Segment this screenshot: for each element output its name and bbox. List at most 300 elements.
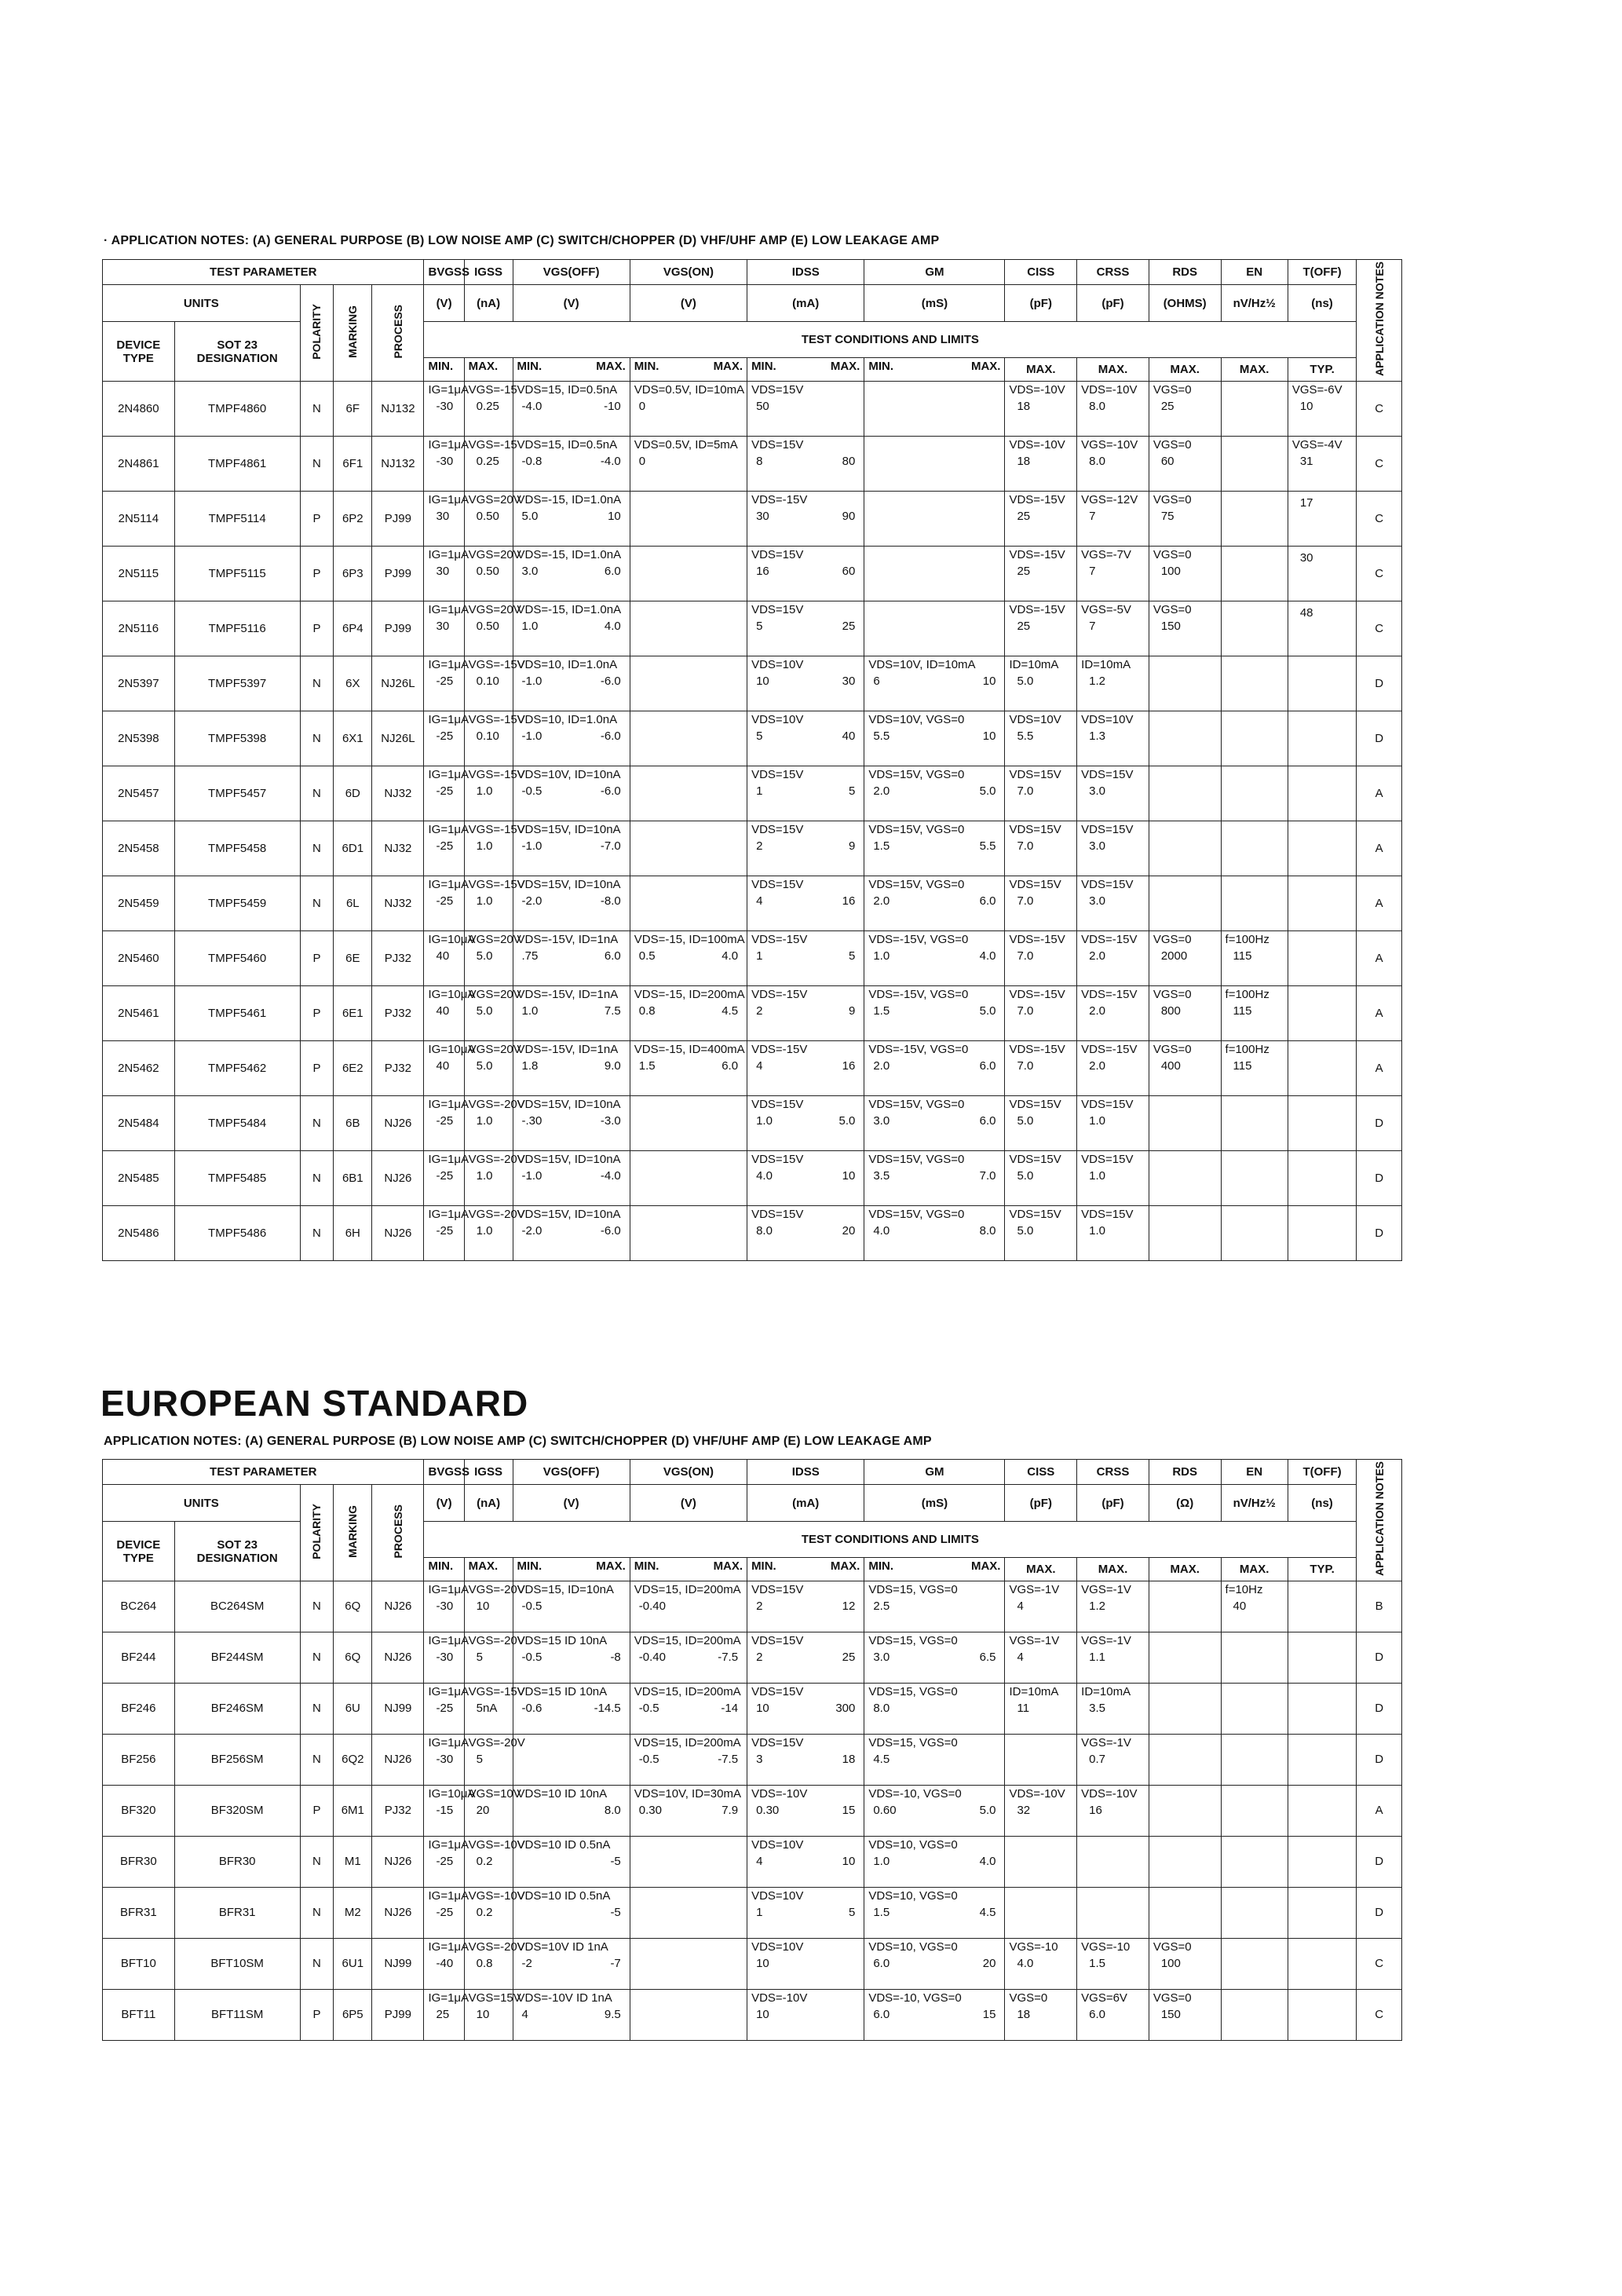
vgsoff-limits xyxy=(517,1906,626,1919)
vgson-condition: VDS=15, ID=200mA xyxy=(634,1633,741,1647)
application-note: D xyxy=(1357,1734,1402,1785)
polarity: N xyxy=(300,1887,334,1938)
vgsoff xyxy=(513,1836,630,1887)
vgsoff-max: 4.0 xyxy=(604,619,621,633)
idss-min: 8 xyxy=(756,454,763,468)
bvgss-value: 40 xyxy=(436,1004,450,1018)
crss-value: 0.7 xyxy=(1089,1752,1106,1766)
device-type: 2N5458 xyxy=(103,821,175,876)
toff-typ-header: TYP. xyxy=(1288,357,1356,381)
gm xyxy=(864,1581,1005,1632)
vgsoff-max: -5 xyxy=(610,1854,621,1868)
crss xyxy=(1077,1632,1149,1683)
vgson xyxy=(630,546,747,601)
igss-value: 5.0 xyxy=(476,1058,493,1073)
idss-condition: VDS=15V xyxy=(751,1684,804,1698)
crss-condition: VGS=-7V xyxy=(1081,547,1131,561)
idss xyxy=(747,821,864,876)
igss xyxy=(464,985,521,1040)
toff xyxy=(1288,546,1356,601)
ciss-value: 7.0 xyxy=(1017,894,1034,908)
idss-condition: VDS=15V xyxy=(751,1152,804,1166)
gm-limits xyxy=(868,1753,1000,1766)
unit-2: (V) xyxy=(513,285,630,322)
vgsoff-condition: VDS=10 ID 0.5nA xyxy=(517,1888,611,1903)
marking: 6B xyxy=(334,1095,372,1150)
ciss xyxy=(1005,601,1077,656)
process: NJ99 xyxy=(372,1683,424,1734)
unit-4: (mA) xyxy=(747,285,864,322)
vgsoff-condition: VDS=-15, ID=1.0nA xyxy=(517,547,622,561)
sot23-designation: BF256SM xyxy=(174,1734,300,1785)
idss xyxy=(747,1632,864,1683)
igss xyxy=(464,601,521,656)
ciss xyxy=(1005,1040,1077,1095)
application-note: D xyxy=(1357,1632,1402,1683)
device-row xyxy=(103,656,1402,711)
idss-min: 4 xyxy=(756,894,763,908)
idss-min: 8.0 xyxy=(756,1223,773,1238)
crss xyxy=(1077,1938,1149,1989)
vgson-min: 0.8 xyxy=(638,1004,656,1018)
vgsoff-condition: VDS=10V ID 1nA xyxy=(517,1940,608,1954)
toff xyxy=(1288,656,1356,711)
gm-condition: VDS=10V, VGS=0 xyxy=(868,712,965,726)
crss-condition: VDS=-15V xyxy=(1081,1042,1138,1056)
vgson-condition: VDS=15, ID=200mA xyxy=(634,1684,741,1698)
en xyxy=(1221,1040,1288,1095)
gm xyxy=(864,985,1005,1040)
vgson-min: -0.40 xyxy=(638,1599,666,1613)
idss-min: 5 xyxy=(756,619,763,633)
idss-condition: VDS=15V xyxy=(751,877,804,891)
bvgss xyxy=(424,436,469,491)
igss xyxy=(464,766,525,821)
gm-condition: VDS=-10, VGS=0 xyxy=(868,1786,962,1801)
bvgss xyxy=(424,381,469,436)
application-note: C xyxy=(1357,546,1402,601)
ciss-condition: VDS=-10V xyxy=(1009,1786,1065,1801)
device-row xyxy=(103,381,1402,436)
ciss-value: 5.0 xyxy=(1017,1168,1034,1183)
bvgss xyxy=(424,1040,476,1095)
gm-min: 1.5 xyxy=(873,839,890,853)
crss xyxy=(1077,766,1149,821)
vgson xyxy=(630,930,747,985)
idss-max: 9 xyxy=(849,1004,856,1018)
application-note: A xyxy=(1357,876,1402,930)
vgsoff-min: -1.0 xyxy=(521,729,542,743)
gm-limits xyxy=(868,1114,1000,1128)
gm-max: 10 xyxy=(982,674,996,688)
toff xyxy=(1288,1150,1356,1205)
rds-condition: VGS=0 xyxy=(1153,382,1192,397)
idss xyxy=(747,1205,864,1260)
gm-condition: VDS=15, VGS=0 xyxy=(868,1735,958,1749)
bvgss xyxy=(424,1150,469,1205)
idss-limits xyxy=(751,1169,860,1183)
en xyxy=(1221,1581,1288,1632)
ciss xyxy=(1005,876,1077,930)
device-type: 2N5398 xyxy=(103,711,175,766)
marking: 6Q xyxy=(334,1581,372,1632)
igss-value: 1.0 xyxy=(476,1113,493,1128)
vgson-max-header: MAX. xyxy=(689,1557,747,1581)
gm-max: 6.5 xyxy=(979,1650,996,1664)
crss-condition: VDS=-10V xyxy=(1081,1786,1138,1801)
gm-min: 6.0 xyxy=(873,2007,890,2021)
polarity: N xyxy=(300,1205,334,1260)
gm-max: 15 xyxy=(982,2007,996,2021)
gm-min: 3.0 xyxy=(873,1650,890,1664)
marking: 6E xyxy=(334,930,372,985)
unit-0: (V) xyxy=(424,1485,464,1522)
idss-max: 20 xyxy=(842,1223,856,1238)
rds xyxy=(1149,930,1221,985)
gm-min: 2.5 xyxy=(873,1599,890,1613)
gm-condition: VDS=15V, VGS=0 xyxy=(868,1152,965,1166)
vgson-min: 0.30 xyxy=(638,1803,662,1817)
igss xyxy=(464,1734,525,1785)
rds xyxy=(1149,381,1221,436)
polarity: N xyxy=(300,656,334,711)
idss-min: 1 xyxy=(756,1905,763,1919)
en xyxy=(1221,491,1288,546)
toff xyxy=(1288,1040,1356,1095)
process-header xyxy=(372,285,424,382)
application-note: D xyxy=(1357,656,1402,711)
param-idss: IDSS xyxy=(747,1460,864,1485)
polarity: N xyxy=(300,821,334,876)
ciss xyxy=(1005,1734,1077,1785)
vgsoff-limits xyxy=(517,1224,626,1238)
ciss-value: 5.0 xyxy=(1017,674,1034,688)
igss xyxy=(464,1938,525,1989)
ciss-condition: VGS=-10 xyxy=(1009,1940,1058,1954)
rds xyxy=(1149,711,1221,766)
gm-min-header: MIN. xyxy=(864,1557,933,1581)
ciss-max-header: MAX. xyxy=(1005,357,1077,381)
application-note: D xyxy=(1357,1683,1402,1734)
idss-max: 15 xyxy=(842,1803,856,1817)
sot23-designation: BF244SM xyxy=(174,1632,300,1683)
vgsoff-condition: VDS=15V, ID=10nA xyxy=(517,1152,621,1166)
gm-limits xyxy=(868,839,1000,853)
vgson-condition: VDS=-15, ID=100mA xyxy=(634,932,745,946)
gm-limits xyxy=(868,729,1000,743)
gm-limits xyxy=(868,894,1000,908)
ciss-condition: VDS=15V xyxy=(1009,1207,1061,1221)
ciss-value: 11 xyxy=(1017,1701,1030,1715)
sot23-designation: BFT10SM xyxy=(174,1938,300,1989)
idss-condition: VDS=10V xyxy=(751,1888,804,1903)
vgsoff-min: .75 xyxy=(521,949,539,963)
ciss-condition: VDS=-15V xyxy=(1009,547,1065,561)
igss-value: 20 xyxy=(476,1803,490,1817)
crss-value: 1.2 xyxy=(1089,674,1106,688)
igss xyxy=(464,491,521,546)
sot23-designation: BFT11SM xyxy=(174,1989,300,2040)
idss-limits xyxy=(751,1804,860,1817)
rds-condition: VGS=0 xyxy=(1153,602,1192,616)
idss-condition: VDS=15V xyxy=(751,767,804,781)
vgsoff-limits xyxy=(517,1059,626,1073)
idss-limits xyxy=(751,1004,860,1018)
idss xyxy=(747,1581,864,1632)
rds xyxy=(1149,1989,1221,2040)
vgsoff-limits xyxy=(517,1114,626,1128)
idss-limits xyxy=(751,1059,860,1073)
bvgss-condition: IG=1μA xyxy=(428,877,469,891)
crss-condition: VGS=-12V xyxy=(1081,492,1138,506)
ciss-value: 4 xyxy=(1017,1650,1024,1664)
idss-condition: VDS=10V xyxy=(751,712,804,726)
crss-condition: VDS=15V xyxy=(1081,767,1134,781)
crss-value: 1.5 xyxy=(1089,1956,1106,1970)
param-gm: GM xyxy=(864,260,1005,285)
ciss-value: 18 xyxy=(1017,454,1031,468)
vgsoff-condition: VDS=15V, ID=10nA xyxy=(517,1097,621,1111)
rds-value: 100 xyxy=(1160,1956,1181,1970)
marking: 6Q xyxy=(334,1632,372,1683)
crss xyxy=(1077,1683,1149,1734)
unit-3: (V) xyxy=(630,285,747,322)
marking: 6F1 xyxy=(334,436,372,491)
ciss xyxy=(1005,1938,1077,1989)
idss xyxy=(747,546,864,601)
crss xyxy=(1077,1785,1149,1836)
toff xyxy=(1288,1938,1356,1989)
ciss-max-header: MAX. xyxy=(1005,1557,1077,1581)
param-idss: IDSS xyxy=(747,260,864,285)
process: PJ99 xyxy=(372,1989,424,2040)
rds-condition: VGS=0 xyxy=(1153,547,1192,561)
igss-condition: VGS=-20V xyxy=(468,1582,525,1596)
device-type: BFT11 xyxy=(103,1989,175,2040)
rds xyxy=(1149,546,1221,601)
bvgss-value: 30 xyxy=(436,509,450,523)
idss-max: 16 xyxy=(842,1058,856,1073)
process: PJ32 xyxy=(372,1040,424,1095)
idss-max: 12 xyxy=(842,1599,856,1613)
vgson xyxy=(630,1734,747,1785)
igss-condition: VGS=-20V xyxy=(468,1152,525,1166)
idss xyxy=(747,1785,864,1836)
device-row xyxy=(103,1040,1402,1095)
gm xyxy=(864,1989,1005,2040)
vgsoff-limits xyxy=(517,400,626,413)
process: NJ26L xyxy=(372,711,424,766)
process: NJ26 xyxy=(372,1836,424,1887)
unit-6: (pF) xyxy=(1005,1485,1077,1522)
gm-condition: VDS=15V, VGS=0 xyxy=(868,767,965,781)
gm-condition: VDS=15V, VGS=0 xyxy=(868,877,965,891)
vgsoff-min: -0.5 xyxy=(521,1599,542,1613)
en xyxy=(1221,876,1288,930)
unit-3: (V) xyxy=(630,1485,747,1522)
gm xyxy=(864,601,1005,656)
rds xyxy=(1149,1734,1221,1785)
gm-max: 5.5 xyxy=(979,839,996,853)
toff xyxy=(1288,1632,1356,1683)
vgsoff-limits xyxy=(517,1600,626,1613)
vgson xyxy=(630,821,747,876)
unit-9: nV/Hz½ xyxy=(1221,1485,1288,1522)
vgson-max: 4.0 xyxy=(721,949,739,963)
process: NJ26 xyxy=(372,1734,424,1785)
gm-limits xyxy=(868,1906,1000,1919)
gm xyxy=(864,1205,1005,1260)
vgson-condition: VDS=-15, ID=200mA xyxy=(634,987,745,1001)
vgson xyxy=(630,1205,747,1260)
polarity: P xyxy=(300,930,334,985)
toff xyxy=(1288,601,1356,656)
vgson xyxy=(630,985,747,1040)
gm-limits xyxy=(868,1651,1000,1664)
device-type: 2N5484 xyxy=(103,1095,175,1150)
vgsoff-limits xyxy=(517,675,626,688)
sot23-designation: TMPF5397 xyxy=(174,656,300,711)
application-note: C xyxy=(1357,381,1402,436)
crss-value: 1.3 xyxy=(1089,729,1106,743)
igss-condition: VGS=15V xyxy=(468,1991,521,2005)
idss-limits xyxy=(751,1600,860,1613)
idss xyxy=(747,1150,864,1205)
idss-min: 1 xyxy=(756,949,763,963)
sot23-designation: TMPF5460 xyxy=(174,930,300,985)
ciss-condition: VDS=-15V xyxy=(1009,987,1065,1001)
idss-limits xyxy=(751,565,860,578)
vgsoff-max: -6.0 xyxy=(600,1223,621,1238)
igss-condition: VGS=20V xyxy=(468,492,521,506)
vgsoff-limits xyxy=(517,1651,626,1664)
param-toff: T(OFF) xyxy=(1288,1460,1356,1485)
param-rds: RDS xyxy=(1149,260,1221,285)
bvgss xyxy=(424,930,476,985)
gm-max-header: MAX. xyxy=(933,357,1005,381)
gm-limits xyxy=(868,1600,1000,1613)
bvgss xyxy=(424,546,469,601)
toff xyxy=(1288,1734,1356,1785)
vgson-limits xyxy=(634,455,743,468)
vgsoff-limits xyxy=(517,620,626,633)
polarity-header xyxy=(300,285,334,382)
en xyxy=(1221,985,1288,1040)
process: NJ32 xyxy=(372,821,424,876)
process: NJ26L xyxy=(372,656,424,711)
process: NJ132 xyxy=(372,381,424,436)
idss-max: 9 xyxy=(849,839,856,853)
gm-min: 3.5 xyxy=(873,1168,890,1183)
gm-min: 6 xyxy=(873,674,880,688)
ciss xyxy=(1005,1205,1077,1260)
process: NJ26 xyxy=(372,1632,424,1683)
bvgss-value: -40 xyxy=(436,1956,454,1970)
vgsoff-condition: VDS=15, ID=0.5nA xyxy=(517,437,618,452)
vgsoff-min: -2.0 xyxy=(521,894,542,908)
crss xyxy=(1077,1836,1149,1887)
sot23-designation: TMPF5485 xyxy=(174,1150,300,1205)
igss-value: 5.0 xyxy=(476,949,493,963)
ciss-condition: VDS=15V xyxy=(1009,822,1061,836)
param-gm: GM xyxy=(864,1460,1005,1485)
idss xyxy=(747,1734,864,1785)
rds-condition: VGS=0 xyxy=(1153,437,1192,452)
gm-condition: VDS=15, VGS=0 xyxy=(868,1633,958,1647)
idss-limits xyxy=(751,400,860,413)
ciss xyxy=(1005,656,1077,711)
polarity: N xyxy=(300,876,334,930)
igss xyxy=(464,1632,525,1683)
ciss-value: 25 xyxy=(1017,564,1031,578)
idss xyxy=(747,711,864,766)
rds-condition: VGS=0 xyxy=(1153,1042,1192,1056)
bvgss-condition: IG=10μA xyxy=(428,1786,476,1801)
ciss-condition: VDS=10V xyxy=(1009,712,1061,726)
idss-min: 10 xyxy=(756,1701,769,1715)
rds xyxy=(1149,1938,1221,1989)
igss-value: 0.50 xyxy=(476,564,499,578)
vgson-condition: VDS=0.5V, ID=10mA xyxy=(634,382,745,397)
igss-condition: VGS=20V xyxy=(468,1042,521,1056)
vgsoff-max: -5 xyxy=(610,1905,621,1919)
idss-condition: VDS=15V xyxy=(751,1735,804,1749)
crss-value: 7 xyxy=(1089,619,1096,633)
bvgss-value: -30 xyxy=(436,1752,454,1766)
crss-value: 3.0 xyxy=(1089,894,1106,908)
vgsoff xyxy=(513,930,630,985)
ciss-value: 7.0 xyxy=(1017,1058,1034,1073)
ciss xyxy=(1005,1095,1077,1150)
idss-max: 300 xyxy=(835,1701,856,1715)
vgsoff-limits xyxy=(517,1855,626,1868)
gm-min: 1.0 xyxy=(873,949,890,963)
bvgss-condition: IG=1μA xyxy=(428,1582,469,1596)
marking-header xyxy=(334,285,372,382)
vgsoff-min: -1.0 xyxy=(521,1168,542,1183)
crss-condition: VDS=15V xyxy=(1081,1207,1134,1221)
vgson xyxy=(630,1887,747,1938)
bvgss-value: -30 xyxy=(436,454,454,468)
idss-min: 4 xyxy=(756,1058,763,1073)
ciss-condition: VGS=-1V xyxy=(1009,1582,1060,1596)
ciss-condition: ID=10mA xyxy=(1009,1684,1059,1698)
crss-max-header: MAX. xyxy=(1077,1557,1149,1581)
toff xyxy=(1288,876,1356,930)
idss-condition: VDS=15V xyxy=(751,1097,804,1111)
crss xyxy=(1077,381,1149,436)
crss xyxy=(1077,601,1149,656)
gm-max: 6.0 xyxy=(979,1058,996,1073)
idss-condition: VDS=15V xyxy=(751,437,804,452)
igss-condition: VGS=-15V xyxy=(468,767,525,781)
crss-condition: ID=10mA xyxy=(1081,1684,1131,1698)
vgson-condition: VDS=0.5V, ID=5mA xyxy=(634,437,738,452)
vgson xyxy=(630,381,747,436)
en xyxy=(1221,1632,1288,1683)
igss-value: 0.25 xyxy=(476,454,499,468)
vgson-max-header: MAX. xyxy=(689,357,747,381)
vgsoff xyxy=(513,491,630,546)
gm-max: 7.0 xyxy=(979,1168,996,1183)
ciss-value: 25 xyxy=(1017,619,1031,633)
vgson-min: -0.40 xyxy=(638,1650,666,1664)
gm-limits xyxy=(868,675,1000,688)
idss-max: 10 xyxy=(842,1854,856,1868)
bvgss xyxy=(424,1989,469,2040)
bvgss-condition: IG=1μA xyxy=(428,1633,469,1647)
gm-max: 4.0 xyxy=(979,1854,996,1868)
